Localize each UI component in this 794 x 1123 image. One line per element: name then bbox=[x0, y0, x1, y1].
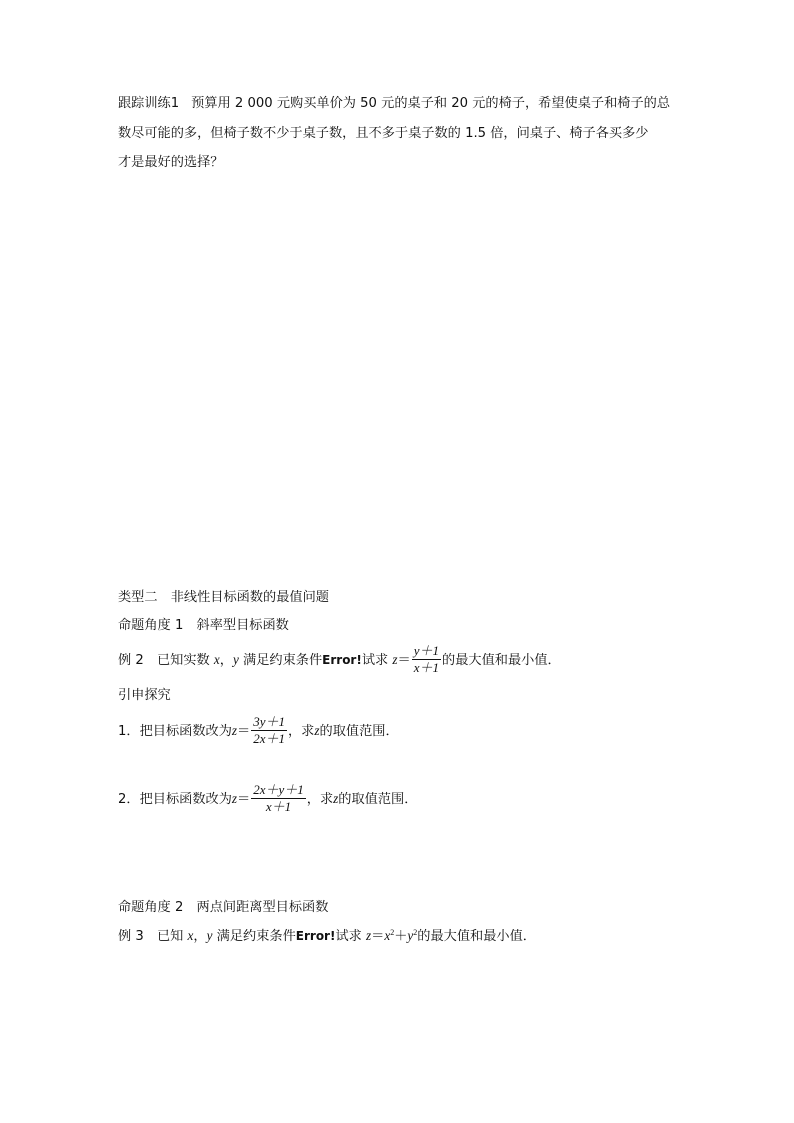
equals: ＝ bbox=[237, 723, 251, 739]
var-z: z bbox=[231, 722, 238, 738]
var-x: x bbox=[213, 651, 220, 667]
fraction bbox=[412, 644, 441, 676]
section-title: 类型二 非线性目标函数的最值问题 bbox=[118, 590, 329, 605]
example-3-ask: 试求 bbox=[335, 929, 362, 944]
example-2-mid: 满足约束条件 bbox=[243, 652, 323, 668]
explore-heading: 引申探究 bbox=[118, 688, 171, 703]
question-2-suffix: 的取值范围． bbox=[338, 791, 418, 807]
var-z: z bbox=[392, 651, 398, 667]
fraction bbox=[251, 715, 287, 747]
comma: ， bbox=[193, 929, 207, 944]
equals: ＝ bbox=[397, 652, 411, 668]
fraction-denominator: 2x＋1 bbox=[253, 731, 285, 747]
exercise-1-line-3: 才是最好的选择？ bbox=[118, 155, 224, 170]
fraction-numerator: 2x＋y＋1 bbox=[251, 783, 306, 799]
fraction-numerator: 3y＋1 bbox=[251, 715, 287, 731]
example-2-prefix: 例 2 已知实数 bbox=[118, 652, 210, 668]
equals: ＝ bbox=[371, 929, 385, 944]
var-x: x bbox=[384, 928, 391, 943]
example-2 bbox=[118, 644, 561, 676]
example-2-ask: 试求 bbox=[361, 652, 389, 668]
exponent: 2 bbox=[390, 928, 395, 937]
fraction-denominator: x＋1 bbox=[413, 660, 440, 676]
question-1-mid: ，求 bbox=[288, 723, 315, 739]
fraction bbox=[251, 783, 306, 815]
comma: ， bbox=[219, 652, 233, 668]
angle-2-heading: 命题角度 2 两点间距离型目标函数 bbox=[118, 900, 329, 915]
example-3 bbox=[118, 929, 536, 943]
var-x: x bbox=[187, 928, 194, 943]
var-y: y bbox=[232, 651, 239, 667]
exercise-1-line-2: 数尽可能的多，但椅子数不少于桌子数，且不多于桌子数的 1.5 倍，问桌子、椅子各买多少 bbox=[118, 126, 649, 141]
question-2-prefix: 2．把目标函数改为 bbox=[118, 791, 232, 807]
example-3-mid: 满足约束条件 bbox=[216, 929, 296, 944]
example-3-prefix: 例 3 已知 bbox=[118, 929, 184, 944]
var-z: z bbox=[333, 790, 339, 806]
question-1-suffix: 的取值范围． bbox=[319, 723, 399, 739]
fraction-denominator: x＋1 bbox=[265, 799, 292, 815]
equals: ＝ bbox=[237, 791, 251, 807]
example-3-suffix: 的最大值和最小值． bbox=[417, 929, 536, 944]
error-placeholder: Error! bbox=[322, 652, 362, 667]
exercise-1-line-1 bbox=[118, 97, 670, 110]
var-z: z bbox=[366, 928, 372, 943]
error-placeholder: Error! bbox=[295, 929, 336, 943]
var-y: y bbox=[206, 928, 213, 943]
question-1 bbox=[118, 715, 399, 747]
var-z: z bbox=[231, 790, 238, 806]
fraction-numerator: y＋1 bbox=[412, 644, 441, 660]
plus: ＋ bbox=[394, 929, 408, 944]
question-2 bbox=[118, 783, 417, 815]
question-1-prefix: 1．把目标函数改为 bbox=[118, 723, 232, 739]
example-2-suffix: 的最大值和最小值． bbox=[442, 652, 561, 668]
angle-1-heading: 命题角度 1 斜率型目标函数 bbox=[118, 618, 289, 633]
exercise-text: 预算用 2 000 元购买单价为 50 元的桌子和 20 元的椅子，希望使桌子和椅子的总 bbox=[191, 96, 671, 111]
question-2-mid: ，求 bbox=[306, 791, 334, 807]
var-z: z bbox=[314, 722, 320, 738]
exercise-label: 跟踪训练1 bbox=[118, 96, 180, 111]
var-y: y bbox=[407, 928, 414, 943]
exponent: 2 bbox=[413, 928, 418, 937]
